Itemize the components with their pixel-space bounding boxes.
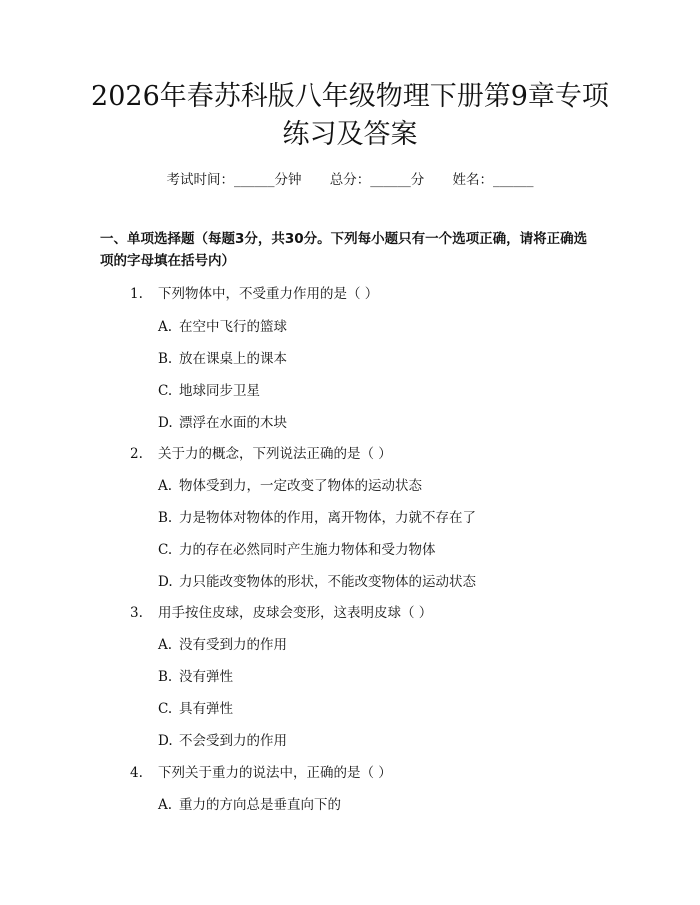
title-line-1: 2026年春苏科版八年级物理下册第9章专项 xyxy=(91,81,609,112)
option-letter: B. xyxy=(158,510,173,526)
option-1b xyxy=(158,347,287,367)
option-letter: C. xyxy=(158,701,173,717)
score-label: 总分： xyxy=(329,172,371,188)
option-letter: B. xyxy=(158,351,173,367)
option-text: 没有弹性 xyxy=(179,669,233,685)
question-number: 3. xyxy=(130,605,143,621)
option-text: 力是物体对物体的作用，离开物体，力就不存在了 xyxy=(179,510,476,526)
option-letter: A. xyxy=(158,478,173,494)
option-letter: D. xyxy=(158,415,173,431)
option-3d xyxy=(158,729,287,749)
question-4 xyxy=(130,761,392,781)
question-text: 关于力的概念，下列说法正确的是（ ） xyxy=(158,446,392,462)
question-1 xyxy=(130,282,378,302)
title-line-2: 练习及答案 xyxy=(282,119,418,150)
option-letter: A. xyxy=(158,637,173,653)
option-2d xyxy=(158,570,476,590)
option-letter: C. xyxy=(158,383,173,399)
option-letter: B. xyxy=(158,669,173,685)
option-letter: A. xyxy=(158,319,173,335)
question-text: 下列关于重力的说法中，正确的是（ ） xyxy=(158,765,392,781)
name-blank: ______ xyxy=(493,172,534,188)
question-text: 下列物体中，不受重力作用的是（ ） xyxy=(158,286,379,302)
question-3 xyxy=(130,601,432,621)
option-3c xyxy=(158,697,233,717)
option-1d xyxy=(158,411,287,431)
option-3b xyxy=(158,665,233,685)
score-field xyxy=(330,172,425,188)
option-letter: C. xyxy=(158,542,173,558)
option-text: 力只能改变物体的形状，不能改变物体的运动状态 xyxy=(179,574,476,590)
score-unit: 分 xyxy=(410,172,425,188)
option-text: 具有弹性 xyxy=(179,701,233,717)
name-field xyxy=(453,172,534,188)
time-unit: 分钟 xyxy=(274,172,302,188)
option-2b xyxy=(158,506,476,526)
option-text: 不会受到力的作用 xyxy=(179,733,287,749)
exam-meta xyxy=(60,168,640,188)
score-blank: ______ xyxy=(370,172,411,188)
question-number: 1. xyxy=(130,286,143,302)
option-text: 重力的方向总是垂直向下的 xyxy=(179,797,341,813)
option-text: 放在课桌上的课本 xyxy=(179,351,287,367)
option-text: 地球同步卫星 xyxy=(179,383,260,399)
section-heading: 一、单项选择题（每题3分，共30分。下列每小题只有一个选项正确，请将正确选项的字母填在括号内） xyxy=(100,231,588,269)
option-text: 在空中飞行的篮球 xyxy=(179,319,287,335)
option-2a xyxy=(158,474,422,494)
option-letter: D. xyxy=(158,733,173,749)
time-field xyxy=(166,172,301,188)
option-text: 物体受到力，一定改变了物体的运动状态 xyxy=(179,478,422,494)
option-letter: A. xyxy=(158,797,173,813)
option-text: 漂浮在水面的木块 xyxy=(179,415,287,431)
question-text: 用手按住皮球，皮球会变形，这表明皮球（ ） xyxy=(158,605,433,621)
option-4a xyxy=(158,793,341,813)
option-text: 没有受到力的作用 xyxy=(179,637,287,653)
name-label: 姓名： xyxy=(452,172,494,188)
question-number: 2. xyxy=(130,446,143,462)
option-2c xyxy=(158,538,436,558)
time-label: 考试时间： xyxy=(166,172,234,188)
option-3a xyxy=(158,633,287,653)
page-title xyxy=(60,78,640,154)
option-1a xyxy=(158,315,287,335)
question-2 xyxy=(130,442,392,462)
option-1c xyxy=(158,379,260,399)
option-text: 力的存在必然同时产生施力物体和受力物体 xyxy=(179,542,436,558)
question-number: 4. xyxy=(130,765,143,781)
option-letter: D. xyxy=(158,574,173,590)
time-blank: ______ xyxy=(233,172,275,188)
